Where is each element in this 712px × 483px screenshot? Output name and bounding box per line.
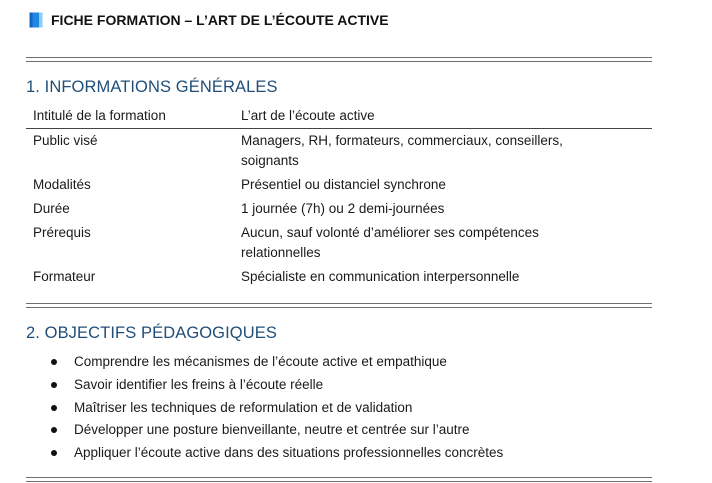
table-label: Modalités bbox=[33, 177, 91, 192]
table-row bbox=[26, 195, 652, 219]
objective-text: Appliquer l’écoute active dans des situations professionnelles concrètes bbox=[74, 445, 504, 461]
section-heading-objectives: 2. OBJECTIFS PÉDAGOGIQUES bbox=[26, 324, 277, 342]
info-table bbox=[26, 106, 652, 287]
list-item bbox=[26, 419, 503, 442]
table-row bbox=[26, 263, 652, 287]
book-icon bbox=[29, 12, 43, 28]
bullet-icon bbox=[51, 427, 57, 433]
table-value: Présentiel ou distanciel synchrone bbox=[241, 177, 446, 192]
document-title bbox=[29, 12, 389, 28]
table-value: Aucun, sauf volonté d’améliorer ses compétences relationnelles bbox=[241, 225, 539, 260]
table-value: Managers, RH, formateurs, commerciaux, conseillers, soignants bbox=[241, 133, 563, 168]
objective-text: Maîtriser les techniques de reformulation et de validation bbox=[74, 399, 413, 415]
section-heading-general-info: 1. INFORMATIONS GÉNÉRALES bbox=[26, 78, 278, 96]
document-title-text: FICHE FORMATION – L’ART DE L’ÉCOUTE ACTIVE bbox=[51, 12, 389, 28]
table-label: Durée bbox=[33, 201, 70, 216]
objective-text: Développer une posture bienveillante, neutre et centrée sur l’autre bbox=[74, 422, 470, 438]
table-label: Prérequis bbox=[33, 225, 91, 240]
table-row bbox=[26, 171, 652, 195]
table-label: Formateur bbox=[33, 269, 96, 284]
bullet-icon bbox=[51, 359, 57, 365]
objectives-list bbox=[26, 351, 503, 465]
objective-text: Savoir identifier les freins à l’écoute réelle bbox=[74, 376, 324, 392]
list-item bbox=[26, 442, 503, 465]
table-value: L’art de l’écoute active bbox=[241, 106, 652, 129]
table-value: Spécialiste en communication interpersonnelle bbox=[241, 269, 520, 284]
list-item bbox=[26, 374, 503, 397]
list-item bbox=[26, 397, 503, 420]
divider-bottom bbox=[26, 477, 652, 482]
table-label: Intitulé de la formation bbox=[26, 106, 241, 129]
table-row bbox=[26, 129, 652, 172]
bullet-icon bbox=[51, 405, 57, 411]
table-value: 1 journée (7h) ou 2 demi-journées bbox=[241, 201, 445, 216]
divider-top bbox=[26, 57, 652, 62]
table-label: Public visé bbox=[33, 133, 98, 148]
bullet-icon bbox=[51, 382, 57, 388]
bullet-icon bbox=[51, 450, 57, 456]
objective-text: Comprendre les mécanismes de l’écoute active et empathique bbox=[74, 354, 447, 369]
table-row bbox=[26, 106, 652, 129]
divider-middle bbox=[26, 303, 652, 308]
list-item bbox=[26, 351, 503, 374]
table-row bbox=[26, 219, 652, 263]
